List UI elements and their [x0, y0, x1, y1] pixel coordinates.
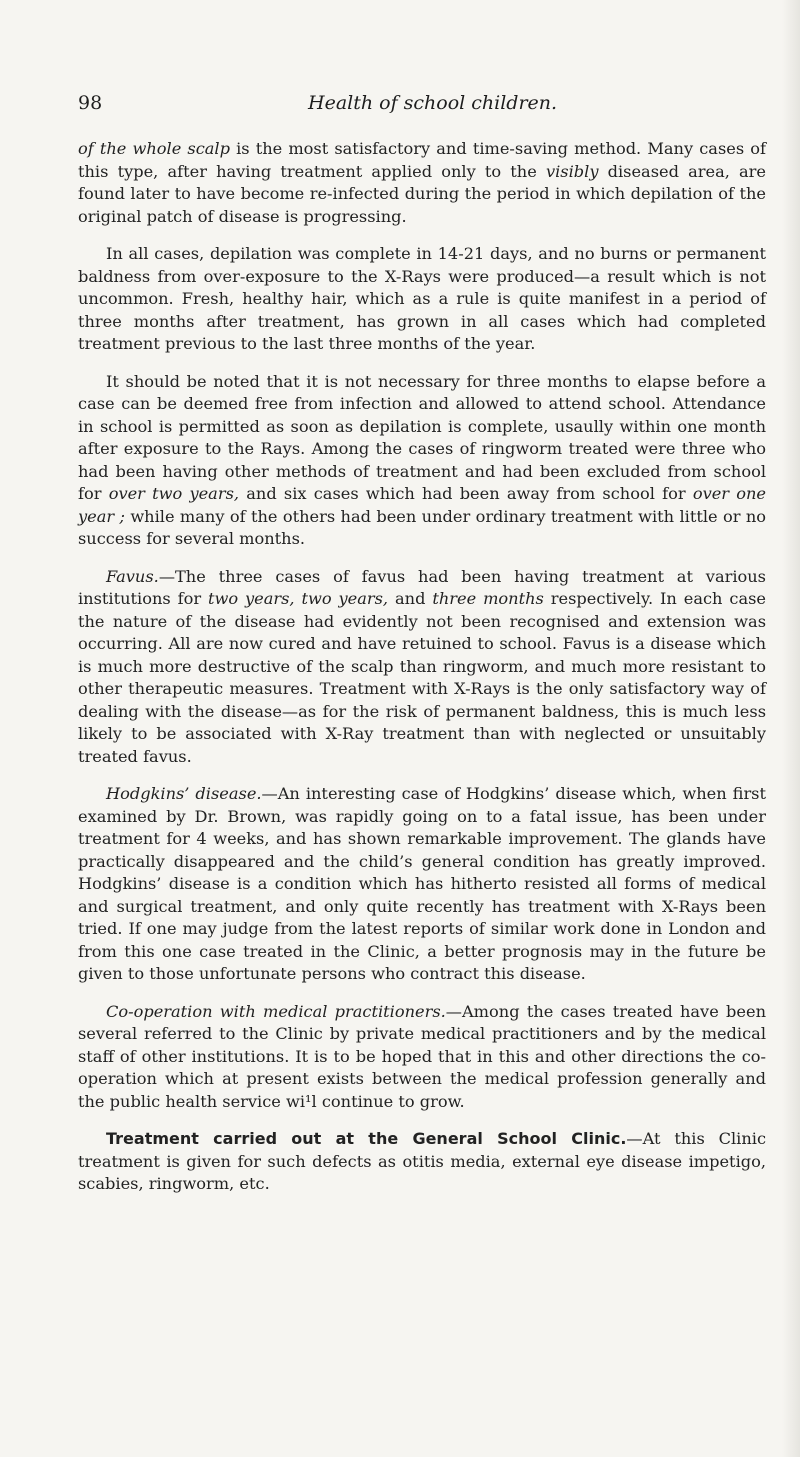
running-title: Health of school children. [308, 92, 558, 114]
paragraph-text: while many of the others had been under ordinary treatment with little or no success for several months. [78, 506, 766, 548]
paragraph-text: —An interesting case of Hodgkins’ disease which, when first examined by Dr. Brown, was rapidly going on to a fatal issue, has been under treatment for 4 weeks, and has shown remarkable improvement. The glands have practically disappeared and the child’s general condition has greatly improved. Hodgkins’ disease is a condition which has hitherto resisted all forms of medical and surgical treatment, and only quite recently has treatment with X-Rays been tried. If one may judge from the latest reports of similar work done in London and from this one case treated in the Clinic, a better prognosis may in the future be given to those unfortunate persons who contract this disease. [78, 784, 766, 983]
paragraph-text: is the most satisfactory and time-saving method. Many cases of this type, after having treatment applied only to the [78, 139, 767, 181]
paragraph-text: In all cases, depilation was complete in 14-21 days, and no burns or permanent baldness from over-exposure to the X-Rays were produced—a result which is not uncommon. Fresh, healthy hair, which as a rule is quite manifest in a period of three months after treatment, has grown in all cases which had completed treatment previous to the last three months of the year. [78, 244, 766, 353]
paragraph-text: —At this Clinic treatment is given for such defects as otitis media, external eye disease impetigo, scabies, ringworm, etc. [78, 1129, 767, 1193]
paragraph-emphasis: over one year ; [78, 484, 767, 526]
paragraph-depilation [78, 243, 766, 356]
paragraph-emphasis: two years, two years, [207, 589, 389, 608]
body-text [78, 138, 766, 1211]
paragraph-emphasis: three months [432, 589, 544, 608]
paragraph-lead: Hodgkins’ disease. [106, 784, 262, 803]
paragraph-favus [78, 566, 766, 769]
page-number: 98 [78, 92, 103, 114]
running-head [78, 92, 768, 122]
paragraph-text: It should be noted that it is not necessary for three months to elapse before a case can be deemed free from infection and allowed to attend school. Attendance in school is permitted as soon as depilation is complete, usaully within one month after exposure to the Rays. Among the cases of ringworm treated were three who had been having other methods of treatment and had been excluded from school for [78, 371, 766, 503]
paragraph-text: —The three cases of favus had been having treatment at various institutions for [78, 566, 766, 608]
paragraph-lead: Co-operation with medical practitioners. [106, 1001, 446, 1021]
paragraph-text: and [388, 589, 433, 608]
paragraph-hodgkins [78, 783, 766, 986]
paragraph-text: —Among the cases treated have been several referred to the Clinic by private medical practitioners and by the medical staff of other institutions. It is to be hoped that in this and other directions the co-operation which at present exists between the medical profession generally and the public health service wi¹l continue to grow. [78, 1001, 766, 1111]
paragraph-emphasis: visibly [545, 161, 599, 181]
paragraph-text: diseased area, are found later to have become re-infected during the period in which depilation of the original patch of disease is progressing. [78, 161, 766, 226]
paragraph-lead: Favus. [106, 566, 159, 586]
paragraph-cooperation [78, 1001, 766, 1114]
section-heading: Treatment carried out at the General School Clinic. [106, 1129, 627, 1148]
paragraph-lead: of the whole scalp [78, 139, 230, 158]
paragraph-scalp [78, 138, 766, 228]
paragraph-text: and six cases which had been away from school for [239, 484, 693, 503]
paragraph-text: respectively. In each case the nature of the disease had evidently not been recognised and extension was occurring. All are now cured and have retuined to school. Favus is a disease which is much more destructive of the scalp than ringworm, and much more resistant to other therapeutic measures. Treatment with X-Rays is the only satisfactory way of dealing with the disease—as for the risk of permanent baldness, this is much less likely to be associated with X-Ray treatment than with neglected or unsuitably treated favus. [78, 589, 766, 766]
page-edge-shadow [782, 0, 800, 1457]
paragraph-general-clinic [78, 1128, 766, 1196]
paragraph-attendance [78, 371, 766, 551]
paragraph-emphasis: over two years, [108, 484, 240, 503]
